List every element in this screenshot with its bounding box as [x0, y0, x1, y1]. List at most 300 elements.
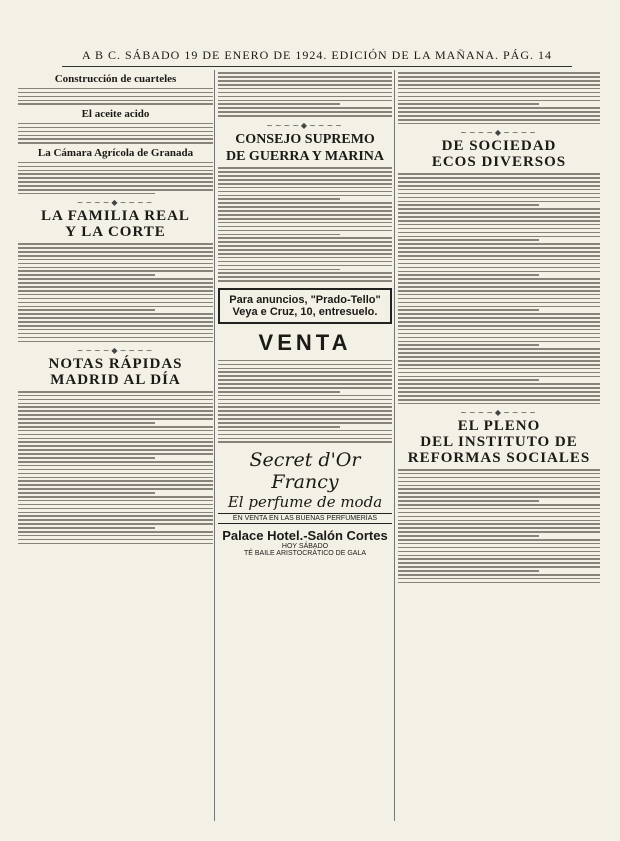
text-line — [398, 403, 600, 405]
text-line — [218, 72, 392, 74]
text-line — [218, 88, 392, 90]
text-line — [18, 177, 213, 179]
body-text — [218, 360, 392, 443]
perfume-brand: Secret d'Or Francy — [249, 449, 361, 494]
text-line — [398, 500, 539, 502]
text-line — [18, 173, 213, 175]
text-line — [18, 480, 213, 482]
text-line — [398, 243, 600, 245]
text-line — [218, 80, 392, 82]
headline-sociedad: DE SOCIEDAD — [441, 138, 557, 155]
text-line — [398, 341, 600, 343]
text-line — [218, 100, 392, 102]
ad-prado-tello — [218, 288, 392, 324]
text-line — [398, 286, 600, 288]
text-line — [398, 255, 600, 257]
text-line — [218, 441, 392, 443]
text-line — [218, 237, 392, 239]
text-line — [398, 208, 600, 210]
text-line — [18, 255, 213, 257]
text-line — [218, 92, 392, 94]
column-middle — [218, 70, 392, 823]
text-line — [218, 103, 340, 105]
text-line — [398, 115, 600, 117]
text-line — [18, 306, 213, 308]
text-line — [218, 183, 392, 185]
text-line — [18, 286, 213, 288]
text-line — [18, 531, 213, 533]
text-line — [398, 348, 600, 350]
perfume-note: EN VENTA EN LAS BUENAS PERFUMERÍAS — [218, 513, 392, 524]
text-line — [18, 512, 213, 514]
body-text — [398, 173, 600, 404]
text-line — [18, 309, 155, 311]
text-line — [18, 508, 213, 510]
text-line — [18, 523, 213, 525]
text-line — [398, 543, 600, 545]
text-line — [218, 391, 340, 393]
text-line — [398, 527, 600, 529]
text-line — [18, 298, 213, 300]
text-line — [218, 214, 392, 216]
text-line — [18, 259, 213, 261]
text-line — [398, 578, 600, 580]
text-line — [398, 566, 600, 568]
text-line — [18, 445, 213, 447]
text-line — [398, 72, 600, 74]
text-line — [398, 368, 600, 370]
text-line — [18, 270, 213, 272]
text-line — [398, 84, 600, 86]
text-line — [18, 410, 213, 412]
text-line — [18, 341, 213, 343]
hotel-ad-line: TÉ BAILE ARISTOCRÁTICO DE GALA — [243, 550, 366, 558]
text-line — [398, 181, 600, 183]
text-line — [218, 175, 392, 177]
text-line — [18, 127, 213, 129]
text-line — [18, 391, 213, 393]
text-line — [218, 379, 392, 381]
text-line — [398, 473, 600, 475]
text-line — [398, 263, 600, 265]
headline-instituto: DEL INSTITUTO DE — [420, 434, 578, 451]
text-line — [18, 88, 213, 90]
text-line — [398, 76, 600, 78]
text-line — [398, 107, 600, 109]
text-line — [218, 360, 392, 362]
text-line — [18, 434, 213, 436]
text-line — [218, 414, 392, 416]
text-line — [18, 135, 213, 137]
text-line — [218, 438, 392, 440]
text-line — [18, 515, 213, 517]
text-line — [18, 321, 213, 323]
text-line — [18, 449, 213, 451]
ornament-divider: ~~~~◆~~~~ — [76, 346, 155, 356]
text-line — [398, 555, 600, 557]
text-line — [398, 535, 539, 537]
text-line — [18, 399, 213, 401]
text-line — [398, 193, 600, 195]
text-line — [218, 111, 392, 113]
text-line — [218, 218, 392, 220]
text-line — [218, 383, 392, 385]
text-line — [398, 547, 600, 549]
text-line — [398, 103, 539, 105]
text-line — [398, 485, 600, 487]
text-line — [398, 372, 600, 374]
text-line — [218, 206, 392, 208]
text-line — [398, 80, 600, 82]
text-line — [398, 278, 600, 280]
text-line — [398, 197, 600, 199]
text-line — [18, 426, 213, 428]
text-line — [18, 123, 213, 125]
text-line — [218, 171, 392, 173]
text-line — [218, 395, 392, 397]
hotel-ad-title: Palace Hotel.-Salón Cortes — [222, 528, 388, 544]
body-text — [218, 72, 392, 116]
text-line — [398, 364, 600, 366]
text-line — [18, 302, 213, 304]
text-line — [398, 236, 600, 238]
text-line — [18, 395, 213, 397]
text-line — [398, 111, 600, 113]
text-line — [18, 170, 213, 172]
text-line — [398, 531, 600, 533]
text-line — [18, 535, 213, 537]
text-line — [218, 115, 392, 117]
text-line — [398, 294, 600, 296]
text-line — [18, 441, 213, 443]
text-line — [18, 317, 213, 319]
text-line — [398, 337, 600, 339]
text-line — [18, 492, 155, 494]
text-line — [218, 230, 392, 232]
text-line — [398, 508, 600, 510]
text-line — [398, 539, 600, 541]
text-line — [18, 325, 213, 327]
text-line — [398, 356, 600, 358]
text-line — [398, 96, 600, 98]
text-line — [18, 92, 213, 94]
text-line — [18, 131, 213, 133]
ornament-divider: ~~~~◆~~~~ — [460, 128, 538, 138]
headline-reformas: REFORMAS SOCIALES — [407, 449, 591, 466]
text-line — [18, 329, 213, 331]
text-line — [398, 189, 600, 191]
text-line — [218, 198, 340, 200]
headline-cuarteles: Construcción de cuarteles — [54, 73, 177, 85]
text-line — [218, 418, 392, 420]
text-line — [218, 276, 392, 278]
headline-corte: Y LA CORTE — [65, 224, 166, 241]
headline-pleno: EL PLENO — [457, 418, 541, 435]
text-line — [218, 210, 392, 212]
text-line — [398, 100, 600, 102]
body-text — [18, 391, 213, 544]
text-line — [398, 504, 600, 506]
column-right — [398, 70, 600, 823]
hotel-ad-line: HOY SÁBADO — [281, 543, 329, 551]
ornament-divider: ~~~~◆~~~~ — [460, 408, 538, 418]
text-line — [218, 387, 392, 389]
text-line — [398, 224, 600, 226]
body-text — [218, 167, 392, 281]
text-line — [398, 395, 600, 397]
text-line — [18, 473, 213, 475]
text-line — [18, 438, 213, 440]
column-rule — [214, 70, 215, 821]
text-line — [18, 294, 213, 296]
text-line — [18, 457, 155, 459]
text-line — [218, 249, 392, 251]
text-line — [18, 496, 213, 498]
text-line — [218, 226, 392, 228]
headline-ecos: ECOS DIVERSOS — [431, 154, 567, 171]
text-line — [398, 212, 600, 214]
text-line — [18, 469, 213, 471]
text-line — [218, 434, 392, 436]
text-line — [18, 103, 213, 105]
text-line — [398, 492, 600, 494]
text-line — [398, 298, 600, 300]
text-line — [18, 333, 213, 335]
text-line — [18, 337, 213, 339]
ad-line: Para anuncios, "Prado-Tello" — [229, 293, 381, 306]
headline-notas-rapidas: NOTAS RÁPIDAS — [48, 356, 183, 373]
text-line — [18, 181, 213, 183]
headline-aceite: El aceite acido — [81, 108, 150, 120]
text-line — [218, 96, 392, 98]
text-line — [18, 96, 213, 98]
text-line — [398, 496, 600, 498]
text-line — [398, 333, 600, 335]
text-line — [398, 282, 600, 284]
text-line — [18, 142, 213, 144]
text-line — [18, 430, 213, 432]
text-line — [18, 465, 213, 467]
text-line — [398, 173, 600, 175]
text-line — [398, 352, 600, 354]
text-line — [18, 406, 213, 408]
headline-guerra-marina: DE GUERRA Y MARINA — [225, 149, 385, 165]
text-line — [18, 461, 213, 463]
text-line — [398, 239, 539, 241]
text-line — [18, 500, 213, 502]
text-line — [218, 107, 392, 109]
column-left — [18, 70, 213, 823]
text-line — [18, 539, 213, 541]
text-line — [398, 228, 600, 230]
text-line — [398, 558, 600, 560]
body-text — [18, 88, 213, 105]
text-line — [218, 195, 392, 197]
text-line — [398, 290, 600, 292]
text-line — [398, 360, 600, 362]
text-line — [218, 76, 392, 78]
body-text — [398, 469, 600, 583]
text-line — [398, 267, 600, 269]
text-line — [398, 119, 600, 121]
body-text — [398, 72, 600, 124]
text-line — [398, 88, 600, 90]
text-line — [18, 193, 155, 195]
text-line — [18, 504, 213, 506]
body-text — [18, 123, 213, 144]
text-line — [18, 267, 213, 269]
text-line — [18, 243, 213, 245]
text-line — [398, 309, 539, 311]
text-line — [18, 100, 213, 102]
text-line — [218, 179, 392, 181]
text-line — [398, 570, 539, 572]
text-line — [398, 477, 600, 479]
text-line — [18, 247, 213, 249]
text-line — [398, 216, 600, 218]
text-line — [18, 274, 155, 276]
text-line — [18, 290, 213, 292]
text-line — [398, 520, 600, 522]
text-line — [18, 185, 213, 187]
text-line — [398, 391, 600, 393]
text-line — [398, 523, 600, 525]
text-line — [398, 481, 600, 483]
text-line — [18, 166, 213, 168]
body-text — [18, 243, 213, 342]
text-line — [398, 259, 600, 261]
text-line — [218, 426, 340, 428]
text-line — [398, 321, 600, 323]
headline-madrid: MADRID AL DÍA — [50, 371, 181, 388]
ad-line: Veya e Cruz, 10, entresuelo. — [232, 305, 378, 318]
text-line — [18, 403, 213, 405]
headline-familia-real: LA FAMILIA REAL — [41, 208, 190, 225]
text-line — [398, 512, 600, 514]
text-line — [398, 274, 539, 276]
text-line — [18, 484, 213, 486]
text-line — [398, 562, 600, 564]
body-text — [18, 162, 213, 195]
text-line — [398, 379, 539, 381]
text-line — [218, 222, 392, 224]
text-line — [398, 204, 539, 206]
text-line — [218, 191, 392, 193]
text-line — [398, 551, 600, 553]
text-line — [218, 234, 340, 236]
text-line — [18, 543, 213, 545]
text-line — [398, 306, 600, 308]
text-line — [398, 344, 539, 346]
text-line — [398, 574, 600, 576]
text-line — [218, 261, 392, 263]
text-line — [218, 368, 392, 370]
text-line — [218, 257, 392, 259]
text-line — [218, 375, 392, 377]
text-line — [18, 453, 213, 455]
text-line — [18, 251, 213, 253]
text-line — [18, 189, 213, 191]
text-line — [18, 418, 213, 420]
text-line — [398, 251, 600, 253]
text-line — [218, 422, 392, 424]
text-line — [18, 162, 213, 164]
text-line — [18, 263, 213, 265]
text-line — [18, 477, 213, 479]
text-line — [218, 202, 392, 204]
text-line — [218, 84, 392, 86]
text-line — [398, 313, 600, 315]
text-line — [398, 220, 600, 222]
text-line — [398, 325, 600, 327]
text-line — [18, 278, 213, 280]
text-line — [398, 376, 600, 378]
text-line — [398, 271, 600, 273]
text-line — [218, 241, 392, 243]
headline-consejo: CONSEJO SUPREMO — [235, 131, 375, 147]
text-line — [18, 313, 213, 315]
page-header: A B C. SÁBADO 19 DE ENERO DE 1924. EDICIÓN DE LA MAÑANA. PÁG. 14 — [62, 48, 572, 67]
text-line — [398, 247, 600, 249]
text-line — [218, 371, 392, 373]
text-line — [218, 253, 392, 255]
text-line — [18, 138, 213, 140]
text-line — [218, 430, 392, 432]
text-line — [218, 280, 392, 282]
text-line — [398, 387, 600, 389]
text-line — [398, 177, 600, 179]
ornament-divider: ~~~~◆~~~~ — [266, 120, 344, 130]
text-line — [218, 245, 392, 247]
text-line — [18, 527, 155, 529]
text-line — [218, 265, 392, 267]
column-rule — [394, 70, 395, 821]
text-line — [18, 422, 155, 424]
text-line — [398, 232, 600, 234]
text-line — [398, 516, 600, 518]
text-line — [398, 123, 600, 125]
text-line — [398, 185, 600, 187]
text-line — [218, 406, 392, 408]
text-line — [398, 201, 600, 203]
text-line — [398, 488, 600, 490]
text-line — [218, 272, 392, 274]
text-line — [218, 269, 340, 271]
ornament-divider: ~~~~◆~~~~ — [76, 198, 155, 208]
headline-venta: VENTA — [258, 329, 352, 355]
text-line — [218, 187, 392, 189]
text-line — [398, 399, 600, 401]
text-line — [18, 488, 213, 490]
text-line — [398, 317, 600, 319]
perfume-tagline: El perfume de moda — [227, 493, 383, 512]
text-line — [398, 383, 600, 385]
text-line — [398, 469, 600, 471]
text-line — [398, 329, 600, 331]
text-line — [218, 403, 392, 405]
text-line — [218, 399, 392, 401]
text-line — [398, 582, 600, 584]
text-line — [18, 519, 213, 521]
text-line — [218, 410, 392, 412]
text-line — [18, 282, 213, 284]
text-line — [398, 302, 600, 304]
text-line — [218, 167, 392, 169]
text-line — [18, 414, 213, 416]
text-line — [218, 364, 392, 366]
text-line — [398, 92, 600, 94]
headline-camara: La Cámara Agrícola de Granada — [37, 146, 194, 159]
